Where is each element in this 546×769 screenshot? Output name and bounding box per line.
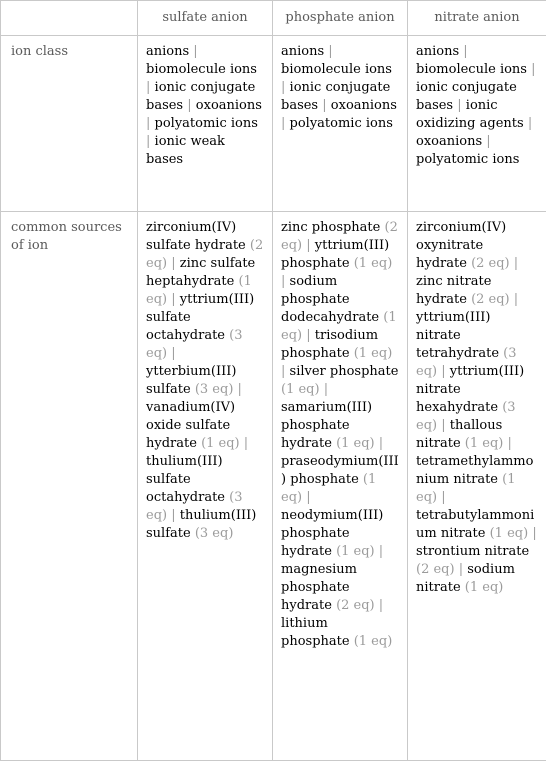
- list-item: polyatomic ions: [416, 152, 520, 167]
- column-header-sulfate: sulfate anion: [138, 1, 273, 36]
- cell-list: [416, 43, 538, 169]
- cell-list: [416, 219, 538, 597]
- header-row: [1, 1, 546, 36]
- list-item: thulium(III) sulfate: [146, 508, 257, 541]
- equivalent-count: (3 eq): [194, 382, 234, 397]
- list-item: sodium phosphate dodecahydrate: [281, 274, 380, 325]
- corner-cell: [1, 1, 138, 36]
- list-item: polyatomic ions: [289, 116, 393, 131]
- cell-sources-nitrate: [408, 212, 546, 761]
- separator: |: [306, 238, 311, 253]
- list-item: thallous nitrate: [416, 418, 503, 451]
- equivalent-count: (1 eq): [336, 436, 375, 451]
- list-item: ionic oxidizing agents: [416, 98, 524, 131]
- separator: |: [171, 346, 176, 361]
- list-item: ionic conjugate bases: [281, 80, 391, 113]
- list-item: vanadium(IV) oxide sulfate hydrate: [146, 400, 236, 451]
- equivalent-count: (2 eq): [146, 238, 264, 271]
- list-item: yttrium(III) phosphate: [281, 238, 390, 271]
- equivalent-count: (2 eq): [471, 292, 510, 307]
- list-item: zirconium(IV) oxynitrate hydrate: [416, 220, 507, 271]
- list-item: anions: [416, 44, 460, 59]
- list-item: zinc nitrate hydrate: [416, 274, 492, 307]
- cell-list: [146, 219, 264, 543]
- list-item: ionic conjugate bases: [146, 80, 256, 113]
- list-item: anions: [146, 44, 190, 59]
- equivalent-count: (2 eq): [416, 562, 455, 577]
- column-header-nitrate: nitrate anion: [408, 1, 546, 36]
- separator: |: [457, 98, 462, 113]
- row-header-common-sources: common sources of ion: [1, 212, 138, 761]
- equivalent-count: (3 eq): [416, 400, 516, 433]
- separator: |: [507, 436, 512, 451]
- list-item: sodium nitrate: [416, 562, 515, 595]
- cell-ion-class-phosphate: [273, 36, 408, 212]
- separator: |: [306, 490, 311, 505]
- separator: |: [146, 80, 151, 95]
- equivalent-count: (1 eq): [464, 436, 504, 451]
- separator: |: [532, 526, 537, 541]
- equivalent-count: (1 eq): [281, 310, 397, 343]
- separator: |: [328, 44, 333, 59]
- list-item: biomolecule ions: [146, 62, 257, 77]
- separator: |: [441, 364, 446, 379]
- row-header-ion-class: ion class: [1, 36, 138, 212]
- list-item: biomolecule ions: [281, 62, 392, 77]
- list-item: zinc sulfate heptahydrate: [146, 256, 256, 289]
- list-item: praseodymium(III) phosphate: [281, 454, 399, 487]
- cell-list: [146, 43, 264, 169]
- equivalent-count: (3 eq): [146, 328, 243, 361]
- separator: |: [323, 382, 329, 397]
- list-item: strontium nitrate: [416, 544, 530, 559]
- separator: |: [463, 44, 468, 59]
- equivalent-count: (3 eq): [416, 346, 517, 379]
- cell-ion-class-nitrate: [408, 36, 546, 212]
- separator: |: [378, 436, 384, 451]
- list-item: neodymium(III) phosphate hydrate: [281, 508, 384, 559]
- equivalent-count: (2 eq): [281, 220, 398, 253]
- list-item: biomolecule ions: [416, 62, 527, 77]
- separator: |: [281, 274, 286, 289]
- list-item: ionic conjugate bases: [416, 80, 517, 113]
- separator: |: [441, 418, 446, 433]
- cell-sources-phosphate: [273, 212, 408, 761]
- cell-sources-sulfate: [138, 212, 273, 761]
- equivalent-count: (1 eq): [464, 580, 504, 595]
- separator: |: [441, 490, 446, 505]
- list-item: zinc phosphate: [281, 220, 381, 235]
- list-item: magnesium phosphate hydrate: [281, 562, 357, 613]
- separator: |: [531, 62, 536, 77]
- list-item: yttrium(III) nitrate tetrahydrate: [416, 310, 500, 361]
- list-item: silver phosphate: [289, 364, 399, 379]
- cell-list: [281, 219, 399, 651]
- equivalent-count: (3 eq): [194, 526, 234, 541]
- list-item: zirconium(IV) sulfate hydrate: [146, 220, 246, 253]
- separator: |: [146, 134, 151, 149]
- separator: |: [281, 116, 286, 131]
- list-item: ionic weak bases: [146, 134, 225, 167]
- equivalent-count: (1 eq): [281, 472, 377, 505]
- separator: |: [193, 44, 198, 59]
- equivalent-count: (2 eq): [471, 256, 510, 271]
- separator: |: [237, 382, 242, 397]
- list-item: oxoanions: [330, 98, 397, 113]
- list-item: ytterbium(III) sulfate: [146, 364, 237, 397]
- equivalent-count: (1 eq): [489, 526, 529, 541]
- column-header-phosphate: phosphate anion: [273, 1, 408, 36]
- separator: |: [171, 256, 176, 271]
- list-item: oxoanions: [416, 134, 483, 149]
- separator: |: [458, 562, 464, 577]
- separator: |: [513, 256, 519, 271]
- list-item: trisodium phosphate: [281, 328, 379, 361]
- equivalent-count: (1 eq): [336, 544, 375, 559]
- separator: |: [281, 80, 286, 95]
- separator: |: [187, 98, 192, 113]
- cell-list: [281, 43, 399, 133]
- list-item: tetramethylammonium nitrate: [416, 454, 534, 487]
- list-item: oxoanions: [195, 98, 262, 113]
- row-ion-class: [1, 36, 546, 212]
- list-item: lithium phosphate: [281, 616, 350, 649]
- equivalent-count: (3 eq): [146, 490, 243, 523]
- separator: |: [322, 98, 327, 113]
- separator: |: [378, 544, 384, 559]
- list-item: tetrabutylammonium nitrate: [416, 508, 535, 541]
- separator: |: [243, 436, 249, 451]
- cell-ion-class-sulfate: [138, 36, 273, 212]
- separator: |: [513, 292, 519, 307]
- equivalent-count: (1 eq): [201, 436, 240, 451]
- equivalent-count: (1 eq): [146, 274, 252, 307]
- list-item: yttrium(III) sulfate octahydrate: [146, 292, 255, 343]
- separator: |: [171, 292, 176, 307]
- equivalent-count: (1 eq): [353, 256, 393, 271]
- separator: |: [486, 134, 491, 149]
- equivalent-count: (2 eq): [336, 598, 375, 613]
- equivalent-count: (1 eq): [353, 346, 393, 361]
- separator: |: [306, 328, 311, 343]
- separator: |: [146, 116, 151, 131]
- separator: |: [378, 598, 384, 613]
- equivalent-count: (1 eq): [416, 472, 516, 505]
- list-item: samarium(III) phosphate hydrate: [281, 400, 373, 451]
- list-item: anions: [281, 44, 325, 59]
- row-common-sources: [1, 212, 546, 761]
- list-item: yttrium(III) nitrate hexahydrate: [416, 364, 525, 415]
- separator: |: [281, 364, 286, 379]
- equivalent-count: (1 eq): [353, 634, 393, 649]
- list-item: polyatomic ions: [154, 116, 258, 131]
- list-item: thulium(III) sulfate octahydrate: [146, 454, 226, 505]
- separator: |: [527, 116, 533, 131]
- separator: |: [171, 508, 176, 523]
- equivalent-count: (1 eq): [281, 382, 320, 397]
